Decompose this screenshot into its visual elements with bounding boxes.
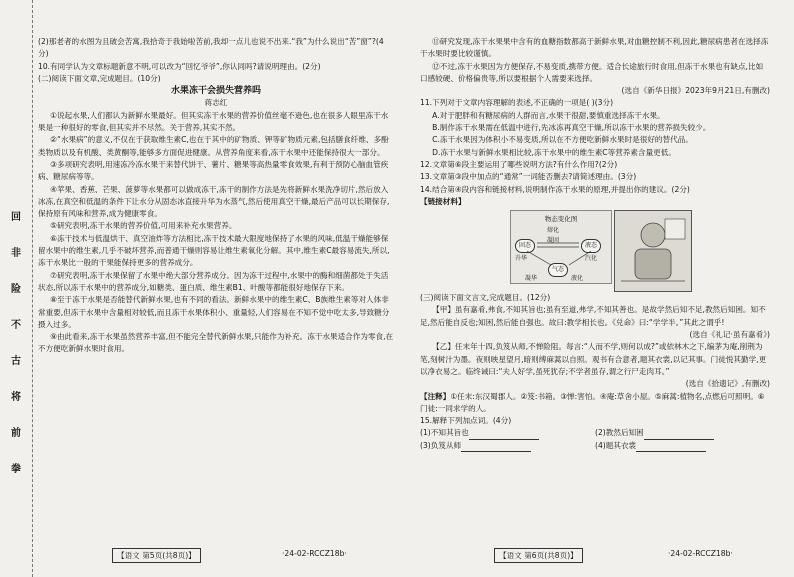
classical-text-jia: 【甲】虽有嘉肴,弗食,不知其旨也;虽有至道,弗学,不知其善也。是故学然后知不足,教然后知困。知不足,然后能自反也;知困,然后能自强也。故曰:教学相长也。《兑命》曰:“学学半。”其此之谓乎! [420, 305, 766, 327]
phase-change-diagram [510, 210, 612, 284]
yi-source: (选自《拾遗记》,有删改) [685, 379, 770, 389]
question-13: 13.文章第③段中加点的“通常”一词能否删去?请简述理由。(3分) [420, 172, 637, 182]
page-6-footer: 【语文 第6页(共8页)】 [494, 548, 583, 563]
margin-char: 险 [11, 284, 21, 295]
page-6-column [420, 36, 770, 452]
margin-char: 拳 [11, 464, 21, 475]
q11-option-c: C.冻干水果因为体积小不易变质,所以在不方便吃新鲜水果时是很好的替代品。 [432, 135, 693, 145]
question-12: 12.文章第⑥段主要运用了哪些说明方法?有什么作用?(2分) [420, 159, 618, 169]
answer-blank[interactable] [461, 442, 531, 452]
notes-text: ①任末:东汉蜀郡人。②笈:书箱。③惮:害怕。④庵:草舍小屋。⑤麻蒿:植物名,点燃后可照明。⑥门徒:一同求学的人。 [420, 391, 765, 413]
section-2-heading: (二)阅读下面文章,完成题目。(10分) [38, 73, 161, 83]
question-9-continued: (2)那老者的水图为且破会苦寓,我拾奇于我始啦苦前,我却一点儿也说不出来.“我”为什么说出“苦”窗”?(4分) [38, 37, 384, 59]
paragraph-11: ⑪研究发现,冻干水果果中含有的血糖指数都高于新鲜水果,对血糖控制不利,因此,糖尿病患者在选择冻干水果时要比较谨慎。 [420, 37, 769, 59]
link-material-figure [510, 210, 690, 290]
question-15: 15.解释下列加点词。(4分) [420, 416, 512, 426]
page-5-footer: 【语文 第5页(共8页)】 [112, 548, 201, 563]
article-source: (选自《新华日报》2023年9月21日,有删改) [621, 86, 770, 96]
margin-notice [8, 200, 24, 488]
page-6-code: ·24-02-RCCZ18b· [668, 549, 733, 558]
page-5-column [38, 36, 394, 356]
paragraph-5: ⑤研究表明,冻干水果的营养价值,可用来补充水果营养。 [50, 221, 237, 231]
label-vaporizing: 汽化 [585, 255, 598, 263]
margin-char: 前 [11, 428, 21, 439]
cartoon-illustration [614, 210, 692, 292]
q15-item-4: (4)题其衣裳 [595, 440, 637, 450]
paragraph-3: ③多项研究表明,用速冻冷冻水果干来替代饼干、薯片、糖果等高热量零食效果,有利于预防心脑血管疾病、糖尿病等等。 [38, 159, 389, 182]
paragraph-1: ①说起水果,人们都认为新鲜水果最好。但其实冻干水果的营养价值丝毫不逊色,也在很多人眼里冻干水果是一种很好的零食,但其实并不尽然。关于营养,其实不然。 [38, 110, 389, 133]
classical-text-yi: 【乙】任末年十四,负笈从师,不惮险阻。每言:“人而不学,则何以成?”或依林木之下,编茅为庵,削荆为笔,刻树汁为墨。夜则映星望月,暗则缚麻蒿以自照。观书有合意者,题其衣裳,以记其事。门徒悦其勤学,更以净衣易之。临终诫曰:“夫人好学,虽死犹存;不学者虽存,谓之行尸走肉耳。” [420, 342, 767, 376]
q15-item [420, 440, 595, 452]
paragraph-2: ②“水果病”的意义,不仅在于获取维生素C,也在于其中的矿物质、钾等矿物质元素,包括膳食纤维、多酚类物质以及有机酸、类黄酮等,能够多方面促进健康。从营养角度来看,冻干水果中还能保持很大一部分。 [38, 135, 389, 157]
question-11: 11.下列对于文章内容理解的表述,不正确的一项是( )(3分) [420, 98, 614, 108]
answer-blank[interactable] [644, 430, 714, 440]
q15-item [420, 427, 595, 439]
page-5-code: ·24-02-RCCZ18b· [282, 549, 347, 558]
annotations [420, 391, 770, 416]
q15-answer-grid [420, 427, 770, 452]
paragraph-7: ⑦研究表明,冻干水果保留了水果中绝大部分营养成分。因为冻干过程中,水果中的酶和细菌都处于失活状态,所以冻干水果中的营养成分,如糖类、蛋白质、维生素B1、叶酸等都能很好地保存下来。 [38, 270, 389, 292]
paragraph-6: ⑥冻干技术与低温烘干、真空油炸等方法相比,冻干技术最大限度地保持了水果的风味,低温干燥能够保留水果中的维生素,几乎不破坏营养,而普通干燥则容易让维生素氧化分解。其中,维生素C最容易流失,所以,冻干水果比一般的干果能保持更多的营养成分。 [38, 233, 390, 268]
node-liquid: 液态 [581, 239, 601, 253]
link-material-heading: 【链接材料】 [420, 196, 466, 206]
paragraph-8: ⑧至于冻干水果是否能替代新鲜水果,也有不同的看法。新鲜水果中的维生素C、B族维生素等对人体非常重要,但冻干水果中含量相对较低,而且冻干水果体积小、重量轻,人们容易在不知不觉中吃太多,导致糖分摄入过多。 [38, 295, 390, 329]
q15-item [595, 427, 770, 439]
node-gas: 气态 [548, 263, 568, 277]
margin-char: 不 [11, 320, 21, 331]
paragraph-4: ④苹果、香蕉、芒果、菠萝等水果都可以做成冻干,冻干的制作方法是先将新鲜水果洗净切片,然后放入冰冻,在真空和低温的条件下让水分从固态冰直接升华为水蒸气,然后使用真空干燥,最后产品可以长期保存,保持原有风味和营养,成为健康零食。 [38, 184, 390, 219]
label-solidifying: 凝固 [547, 237, 560, 245]
paragraph-12: ⑫不过,冻干水果因为方便保存,不易变质,携带方便。适合长途旅行时食用,但冻干水果也有缺点,比如口感较硬、价格偏贵等,所以要根据个人需要来选择。 [420, 61, 764, 83]
margin-char: 古 [11, 356, 21, 367]
q15-item-1: (1)不知其旨也 [420, 428, 469, 438]
q11-option-a: A.对于肥胖和有糖尿病的人群而言,水果干很甜,要慎重选择冻干水果。 [432, 110, 665, 120]
q11-option-b: B.制作冻干水果需在低温中进行,先冰冻再真空干燥,所以冻干水果的营养损失较少。 [432, 123, 711, 133]
margin-char: 非 [11, 248, 21, 259]
q15-item-3: (3)负笈从师 [420, 440, 462, 450]
q15-item-2: (2)教然后知困 [595, 428, 644, 438]
question-10: 10.有同学认为文章标题新意不明,可以改为“回忆爷爷”,你认同吗?请说明理由。(2分) [38, 61, 321, 71]
question-14: 14.结合第④段内容和链接材料,说明制作冻干水果的原理,并提出你的建议。(2分) [420, 184, 690, 194]
paragraph-9: ⑨由此看来,冻干水果虽然营养丰富,但不能完全替代新鲜水果,只能作为补充。冻干水果适合作为零食,在不方便吃新鲜水果时食用。 [38, 332, 394, 354]
jia-source: (选自《礼记·虽有嘉肴》) [689, 330, 770, 340]
q11-option-d: D.冻干水果与新鲜水果相比较,冻干水果中的维生素C等营养素含量更低。 [432, 147, 676, 157]
label-deposition: 凝华 [525, 275, 538, 283]
label-sublimation: 升华 [515, 255, 528, 263]
q15-item [595, 440, 770, 452]
cartoon-figure-icon [615, 211, 691, 291]
article-author: 蒋志红 [204, 98, 228, 108]
label-liquefying: 液化 [571, 275, 584, 283]
notes-label: 【注释】 [420, 391, 451, 401]
margin-char: 将 [11, 392, 21, 403]
diagram-title: 物态变化图 [544, 215, 578, 224]
label-melting: 熔化 [547, 227, 560, 235]
margin-char: 回 [11, 212, 21, 223]
node-solid: 固态 [515, 239, 535, 253]
diagram-arrows [511, 211, 611, 283]
article-title: 水果冻干会损失营养吗 [170, 86, 261, 97]
answer-blank[interactable] [469, 430, 539, 440]
answer-blank[interactable] [636, 442, 706, 452]
section-3-heading: (三)阅读下面文言文,完成题目。(12分) [420, 293, 551, 303]
